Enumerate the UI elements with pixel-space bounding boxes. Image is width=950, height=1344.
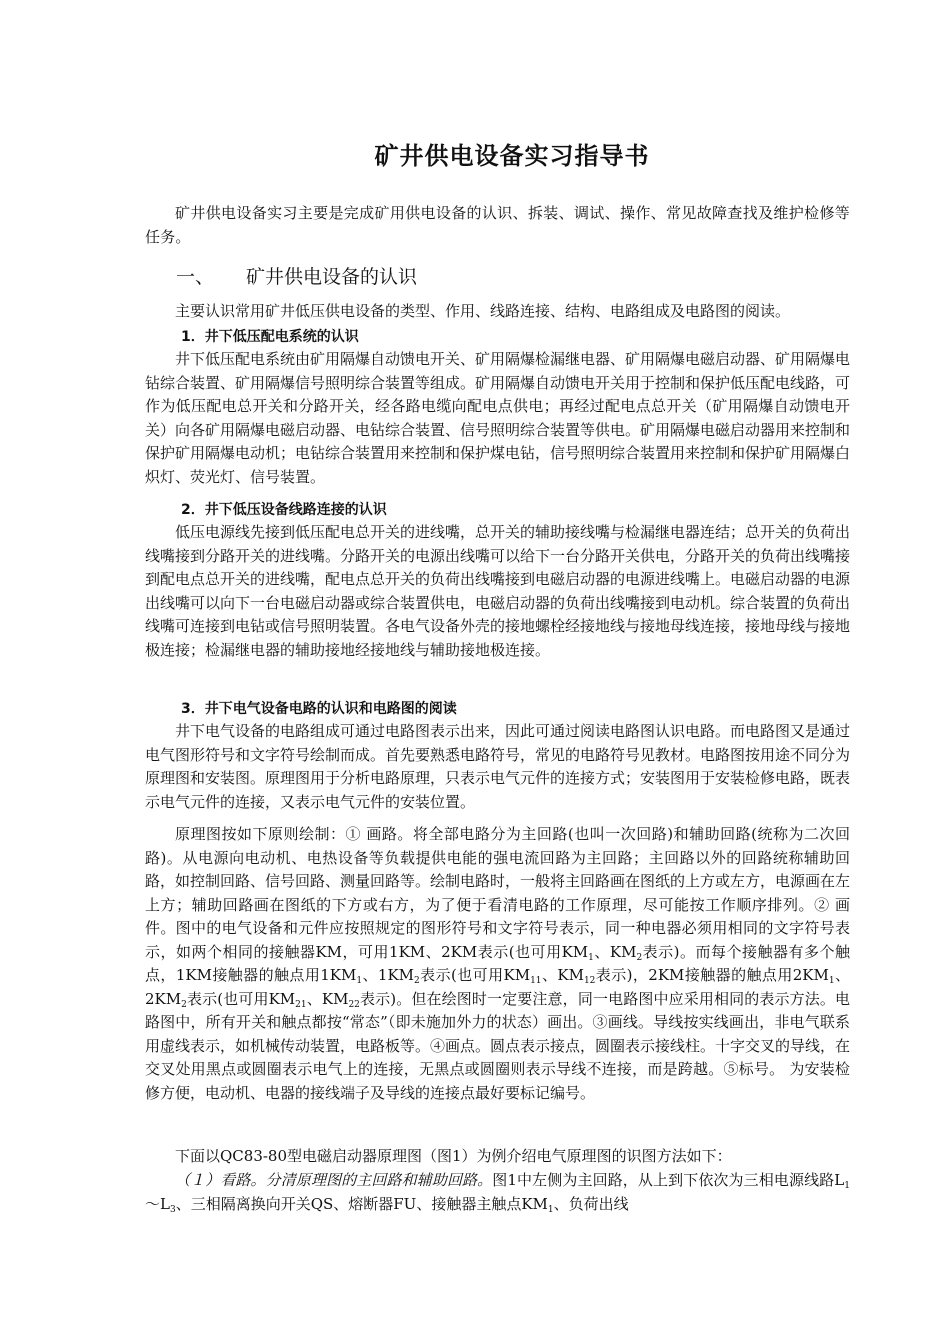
intro-paragraph: 矿井供电设备实习主要是完成矿用供电设备的认识、拆装、调试、操作、常见故障查找及维护检修等任务。 (145, 204, 850, 246)
section-1-heading (176, 262, 417, 289)
subsection-3-body-4: （１）看路。分清原理图的主回路和辅助回路。图1中左侧为主回路，从上到下依次为三相电源线路$L_1\sim L_3$、三相隔离换向开关QS、熔断器FU、接触器主触点$KM_1$、负荷出线 (145, 1171, 850, 1215)
subsection-2-body: 低压电源线先接到低压配电总开关的进线嘴，总开关的辅助接线嘴与检漏继电器连结；总开关的负荷出线嘴接到分路开关的进线嘴。分路开关的电源出线嘴可以给下一台分路开关供电，分路开关的负荷出线嘴接到配电点总开关的进线嘴，配电点总开关的负荷出线嘴接到电磁启动器的电源进线嘴上。电磁启动器的电源出线嘴可以向下一台电磁启动器或综合装置供电，电磁启动器的负荷出线嘴接到电动机。综合装置的负荷出线嘴可连接到电钻或信号照明装置。各电气设备外壳的接地螺栓经接地线与接地母线连接，接地母线与接地极连接；检漏继电器的辅助接地经接地线与辅助接地极连接。 (145, 523, 851, 659)
section-1-number: 一、 (176, 266, 215, 288)
subsection-1-heading: 1．井下低压配电系统的认识 (181, 329, 359, 345)
section-1-intro: 主要认识常用矿井低压供电设备的类型、作用、线路连接、结构、电路组成及电路图的阅读。 (175, 302, 791, 320)
document-title: 矿井供电设备实习指导书 (374, 142, 650, 170)
step-1-label: （１）看路。分清原理图的主回路和辅助回路。 (175, 1171, 493, 1189)
section-1-title: 矿井供电设备的认识 (246, 266, 418, 288)
subsection-3-body-3: 下面以QC83-80型电磁启动器原理图（图1）为例介绍电气原理图的识图方法如下： (175, 1147, 732, 1165)
subsection-3-body-2: 原理图按如下原则绘制：① 画路。将全部电路分为主回路(也叫一次回路)和辅助回路(统称为二次回路)。从电源向电动机、电热设备等负载提供电能的强电流回路为主回路；主回路以外的回路统称辅助回路，如控制回路、信号回路、测量回路等。绘制电路时，一般将主回路画在图纸的上方或左方，电源画在左上方；辅助回路画在图纸的下方或右方，为了便于看清电路的工作原理，尽可能按工作顺序排列。② 画件。图中的电气设备和元件应按照规定的图形符号和文字符号表示，同一种电器必须用相同的文字符号表示，如两个相同的接触器KM，可用1KM、2KM表示(也可用$KM_1$、$KM_2$表示)。而每个接触器有多个触点，1KM接触器的触点用$1KM_1$、$1KM_2$表示(也可用$KM_{11}$、$KM_{12}$表示)，2KM接触器的触点用$2KM_1$、$2KM_2$表示(也可用$KM_{21}$、$KM_{22}$表示)。但在绘图时一定要注意，同一电路图中应采用相同的表示方法。电路图中，所有开关和触点都按“常态”（即未施加外力的状态）画出。③画线。导线按实线画出，非电气联系用虚线表示，如机械传动装置，电路板等。④画点。圆点表示接点，圆圈表示接线柱。十字交叉的导线，在交叉处用黑点或圆圈表示电气上的连接，无黑点或圆圈则表示导线不连接，而是跨越。⑤标号。 为安装检修方便，电动机、电器的接线端子及导线的连接点最好要标记编号。 (145, 825, 851, 1102)
subsection-2-heading: 2．井下低压设备线路连接的认识 (181, 502, 387, 518)
subsection-3-heading: 3．井下电气设备电路的认识和电路图的阅读 (181, 701, 457, 717)
subsection-3-body-1: 井下电气设备的电路组成可通过电路图表示出来，因此可通过阅读电路图认识电路。而电路图又是通过电气图形符号和文字符号绘制而成。首先要熟悉电路符号，常见的电路符号见教材。电路图按用途不同分为原理图和安装图。原理图用于分析电路原理，只表示电气元件的连接方式；安装图用于安装检修电路，既表示电气元件的连接，又表示电气元件的安装位置。 (145, 722, 851, 811)
subsection-1-body: 井下低压配电系统由矿用隔爆自动馈电开关、矿用隔爆检漏继电器、矿用隔爆电磁启动器、矿用隔爆电钻综合装置、矿用隔爆信号照明综合装置等组成。矿用隔爆自动馈电开关用于控制和保护低压配电线路，可作为低压配电总开关和分路开关，经各路电缆向配电点供电；再经过配电点总开关（矿用隔爆自动馈电开关）向各矿用隔爆电磁启动器、电钻综合装置、信号照明综合装置等供电。矿用隔爆电磁启动器用来控制和保护矿用隔爆电动机；电钻综合装置用来控制和保护煤电钻，信号照明综合装置用来控制和保护矿用隔爆白炽灯、荧光灯、信号装置。 (145, 350, 851, 486)
